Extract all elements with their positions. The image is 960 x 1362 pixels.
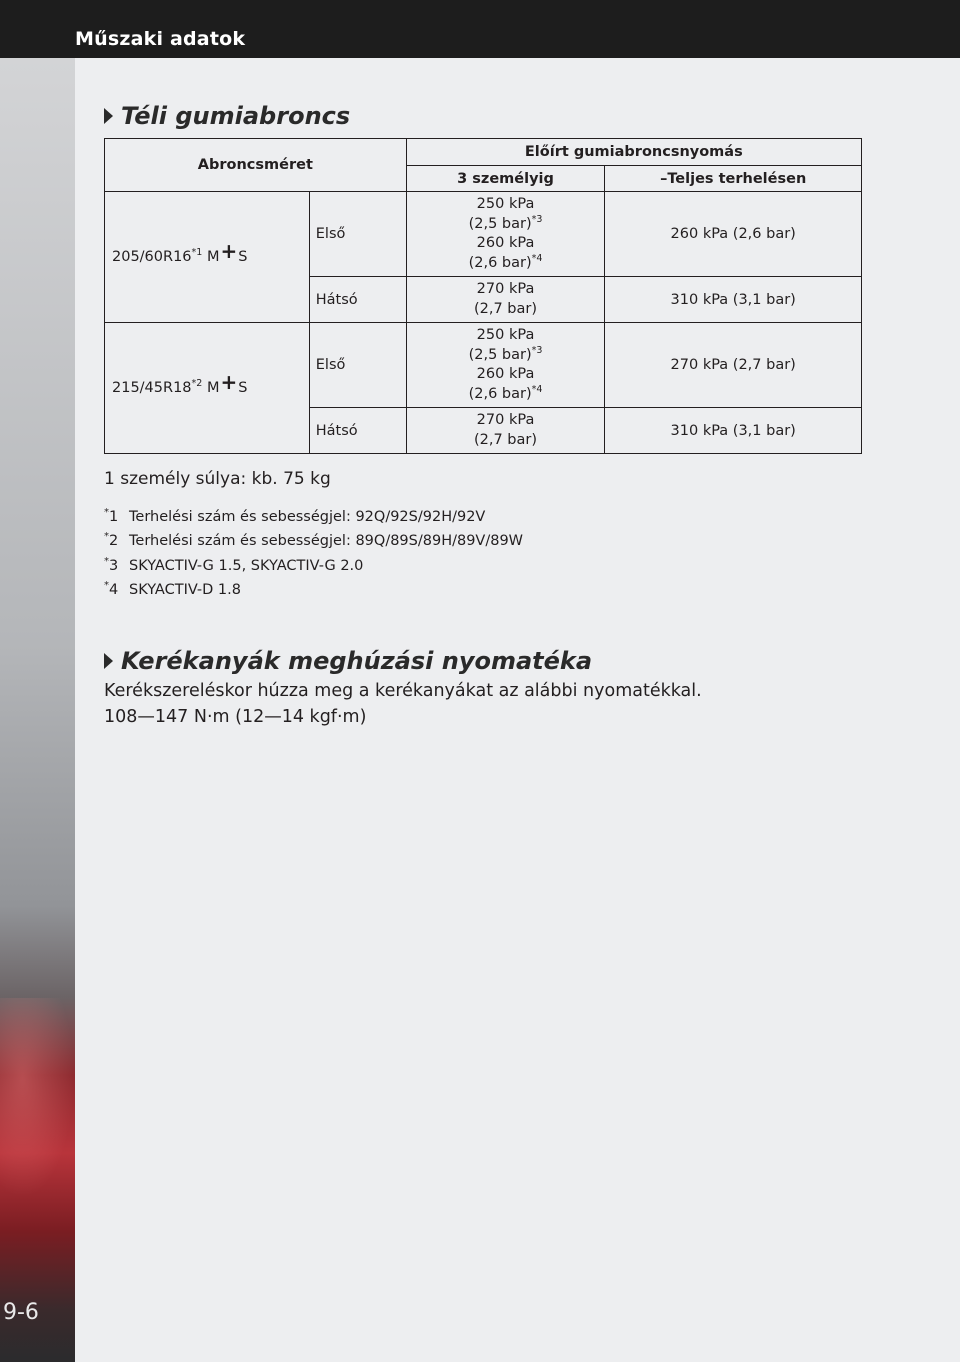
tire-size-cell <box>105 323 310 454</box>
std-pressure-cell <box>406 192 605 277</box>
pressure-value: 270 kPa <box>476 412 535 428</box>
section-marker-icon <box>104 653 113 669</box>
tire-pressure-table <box>104 138 862 454</box>
footnote-number: 2 <box>109 533 119 550</box>
full-pressure-cell: 310 kPa (3,1 bar) <box>605 277 862 323</box>
std-pressure-cell <box>406 323 605 408</box>
footnote-item <box>104 552 523 576</box>
footnote-ref: *4 <box>531 383 543 395</box>
table-header-row <box>105 139 862 166</box>
position-label: Első <box>309 323 406 408</box>
footnote-asterisk: * <box>104 507 109 518</box>
tire-size-note: *2 <box>191 378 203 390</box>
footnote-text: Terhelési szám és sebességjel: 89Q/89S/89H/89V/89W <box>129 533 524 550</box>
header-bar <box>0 0 960 58</box>
position-label: Első <box>309 192 406 277</box>
pressure-value: (2,7 bar) <box>473 431 538 448</box>
plus-icon: + <box>220 239 238 263</box>
position-label: Hátsó <box>309 408 406 454</box>
table-row <box>105 192 862 277</box>
tire-suffix-s: S <box>238 249 248 265</box>
section-marker-icon <box>104 108 113 124</box>
footnote-text: Terhelési szám és sebességjel: 92Q/92S/92H/92V <box>129 508 486 525</box>
pressure-value: (2,6 bar) <box>468 254 532 271</box>
tire-suffix-s: S <box>238 380 248 396</box>
std-pressure-cell <box>406 277 605 323</box>
section-title-text: Kerékanyák meghúzási nyomatéka <box>121 647 593 675</box>
car-highlight <box>0 998 75 1198</box>
section-title-text: Téli gumiabroncs <box>121 102 351 130</box>
footnote-item <box>104 576 523 600</box>
footnote-number: 3 <box>109 557 119 574</box>
tire-size-cell <box>105 192 310 323</box>
pressure-value: (2,5 bar) <box>468 215 532 232</box>
footnote-number: 4 <box>109 581 119 598</box>
position-label: Hátsó <box>309 277 406 323</box>
section-title-wheel-nut-torque <box>104 647 592 675</box>
plus-icon: + <box>220 370 238 394</box>
tire-suffix-m: M <box>206 380 220 396</box>
footnote-ref: *3 <box>531 344 543 356</box>
section-title-winter-tires <box>104 102 350 130</box>
footnote-number: 1 <box>109 508 119 525</box>
full-pressure-cell: 270 kPa (2,7 bar) <box>605 323 862 408</box>
table-row <box>105 323 862 408</box>
pressure-value: 260 kPa <box>476 366 535 382</box>
header-full-load: –Teljes terhelésen <box>605 166 862 192</box>
footnote-asterisk: * <box>104 579 109 591</box>
full-pressure-cell: 260 kPa (2,6 bar) <box>605 192 862 277</box>
pressure-value: (2,7 bar) <box>473 300 538 317</box>
footnote-text: SKYACTIV-G 1.5, SKYACTIV-G 2.0 <box>129 557 364 574</box>
sidebar-car-image <box>0 58 75 1362</box>
tire-suffix-m: M <box>206 249 220 265</box>
header-title: Műszaki adatok <box>75 28 246 50</box>
pressure-value: (2,5 bar) <box>468 346 532 363</box>
header-tire-size: Abroncsméret <box>105 139 407 192</box>
header-pressure: Előírt gumiabroncsnyomás <box>406 139 861 166</box>
torque-instruction: Kerékszereléskor húzza meg a kerékanyákat az alábbi nyomatékkal. <box>104 681 702 701</box>
tire-size-note: *1 <box>191 247 203 259</box>
footnote-item <box>104 527 523 551</box>
tire-size: 215/45R18 <box>112 380 192 396</box>
page-number: 9-6 <box>3 1300 39 1325</box>
footnote-asterisk: * <box>104 531 109 543</box>
footnote-item <box>104 503 523 527</box>
header-std-load: 3 személyig <box>406 166 605 192</box>
pressure-value: 250 kPa <box>476 327 535 343</box>
tire-size: 205/60R16 <box>112 249 192 265</box>
pressure-value: (2,6 bar) <box>468 385 532 402</box>
footnote-text: SKYACTIV-D 1.8 <box>129 581 241 598</box>
footnote-ref: *4 <box>531 252 543 264</box>
pressure-value: 250 kPa <box>476 196 535 212</box>
std-pressure-cell <box>406 408 605 454</box>
torque-value: 108—147 N·m (12—14 kgf·m) <box>104 707 367 727</box>
pressure-value: 260 kPa <box>476 235 535 251</box>
footnotes-list <box>104 503 523 600</box>
footnote-asterisk: * <box>104 555 109 567</box>
full-pressure-cell: 310 kPa (3,1 bar) <box>605 408 862 454</box>
weight-note: 1 személy súlya: kb. 75 kg <box>104 469 331 489</box>
footnote-ref: *3 <box>531 213 543 225</box>
pressure-value: 270 kPa <box>476 281 535 297</box>
